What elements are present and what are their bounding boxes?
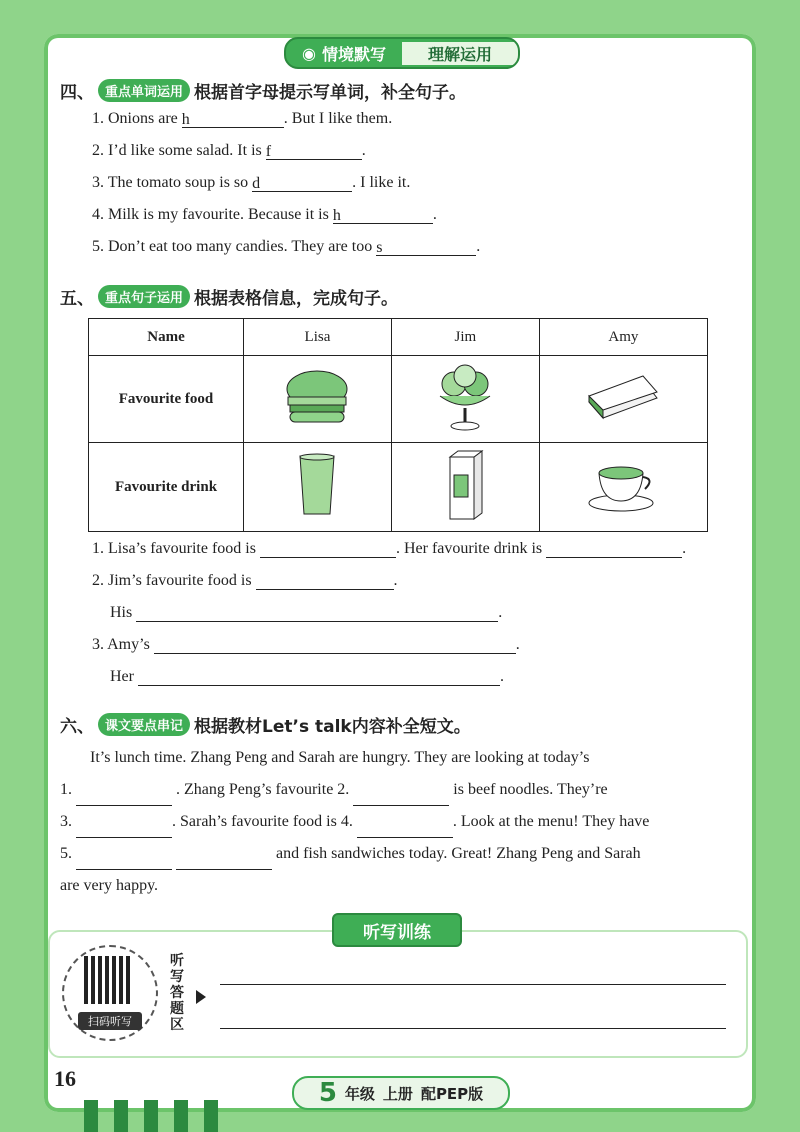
answer-blank[interactable] — [76, 821, 172, 838]
question-line: 2. I’d like some salad. It is f . — [92, 142, 366, 160]
answer-blank[interactable] — [138, 669, 500, 686]
scan-label: 扫码听写 — [78, 1012, 142, 1030]
section-number: 六、 — [60, 717, 94, 737]
header-badge — [284, 37, 520, 69]
question-line: 3. The tomato soup is so d . I like it. — [92, 174, 411, 192]
question-line: 1. Lisa’s favourite food is . Her favourite drink is . — [92, 540, 687, 557]
answer-blank[interactable] — [256, 573, 394, 590]
table-header: Name — [89, 319, 244, 356]
hamburger-icon — [244, 356, 392, 443]
question-line: Her . — [110, 668, 504, 685]
answer-blank[interactable] — [76, 853, 172, 870]
answer-blank[interactable] — [76, 789, 172, 806]
table-header: Jim — [391, 319, 539, 356]
question-line: 1. Onions are h . But I like them. — [92, 110, 393, 128]
juice-glass-icon — [244, 443, 392, 532]
answer-blank[interactable] — [353, 789, 449, 806]
page-number: 16 — [54, 1066, 76, 1091]
question-line: 4. Milk is my favourite. Because it is h . — [92, 206, 437, 224]
row-header: Favourite drink — [89, 443, 244, 532]
passage-line: 5. and fish sandwiches today. Great! Zhang Peng and Sarah — [60, 838, 734, 870]
section4-heading — [60, 78, 466, 103]
answer-blank[interactable] — [176, 853, 272, 870]
favourites-table — [88, 318, 708, 532]
row-header: Favourite food — [89, 356, 244, 443]
answer-area-label: 听写答题区 — [170, 953, 184, 1033]
dictation-line[interactable] — [220, 984, 726, 985]
section-number: 四、 — [60, 83, 94, 103]
passage-line: 3. . Sarah’s favourite food is 4. . Look at the menu! They have — [60, 806, 734, 838]
section6-heading — [60, 712, 471, 737]
dictation-line[interactable] — [220, 1028, 726, 1029]
question-line: 5. Don’t eat too many candies. They are too s . — [92, 238, 481, 256]
section5-heading — [60, 284, 398, 309]
section-tag: 课文要点串记 — [98, 713, 190, 736]
section-title: 根据教材Let’s talk内容补全短文。 — [194, 717, 471, 737]
section-title: 根据首字母提示写单词，补全句子。 — [194, 83, 467, 103]
answer-blank[interactable] — [546, 541, 682, 558]
arrow-right-icon — [196, 990, 206, 1004]
section-number: 五、 — [60, 289, 94, 309]
answer-blank[interactable] — [154, 637, 516, 654]
answer-blank[interactable]: h — [333, 207, 433, 224]
clock-icon: ◉ — [302, 43, 316, 63]
answer-blank[interactable]: s — [376, 239, 476, 256]
section-tag: 重点单词运用 — [98, 79, 190, 102]
ice-cream-icon — [391, 356, 539, 443]
question-line: 3. Amy’s . — [92, 636, 520, 653]
sandwich-icon — [539, 356, 707, 443]
table-header: Amy — [539, 319, 707, 356]
section-tag: 重点句子运用 — [98, 285, 190, 308]
passage-line: 1. . Zhang Peng’s favourite 2. is beef noodles. They’re — [60, 774, 734, 806]
answer-blank[interactable]: h — [182, 111, 284, 128]
badge-right-label: 理解运用 — [402, 42, 518, 65]
answer-blank[interactable] — [136, 605, 498, 622]
passage — [60, 742, 734, 902]
milk-carton-icon — [391, 443, 539, 532]
grade-number: 5 — [318, 1078, 337, 1108]
passage-line: are very happy. — [60, 877, 159, 894]
answer-blank[interactable] — [357, 821, 453, 838]
question-line: His . — [110, 604, 503, 621]
qr-code-icon[interactable] — [84, 956, 132, 1004]
edition-label: 配PEP版 — [420, 1084, 484, 1103]
passage-line: It’s lunch time. Zhang Peng and Sarah are hungry. They are looking at today’s — [90, 749, 590, 766]
question-line: 2. Jim’s favourite food is . — [92, 572, 398, 589]
section-title: 根据表格信息，完成句子。 — [194, 289, 399, 309]
footer-stripes — [84, 1100, 234, 1132]
grade-label: 年级 — [344, 1084, 375, 1103]
badge-left-label: 情境默写 — [321, 44, 386, 64]
answer-blank[interactable]: f — [266, 143, 362, 160]
footer-badge — [292, 1076, 510, 1110]
listening-title: 听写训练 — [332, 913, 462, 947]
tea-cup-icon — [539, 443, 707, 532]
answer-blank[interactable]: d — [252, 175, 352, 192]
term-label: 上册 — [382, 1084, 413, 1103]
answer-blank[interactable] — [260, 541, 396, 558]
table-header: Lisa — [244, 319, 392, 356]
